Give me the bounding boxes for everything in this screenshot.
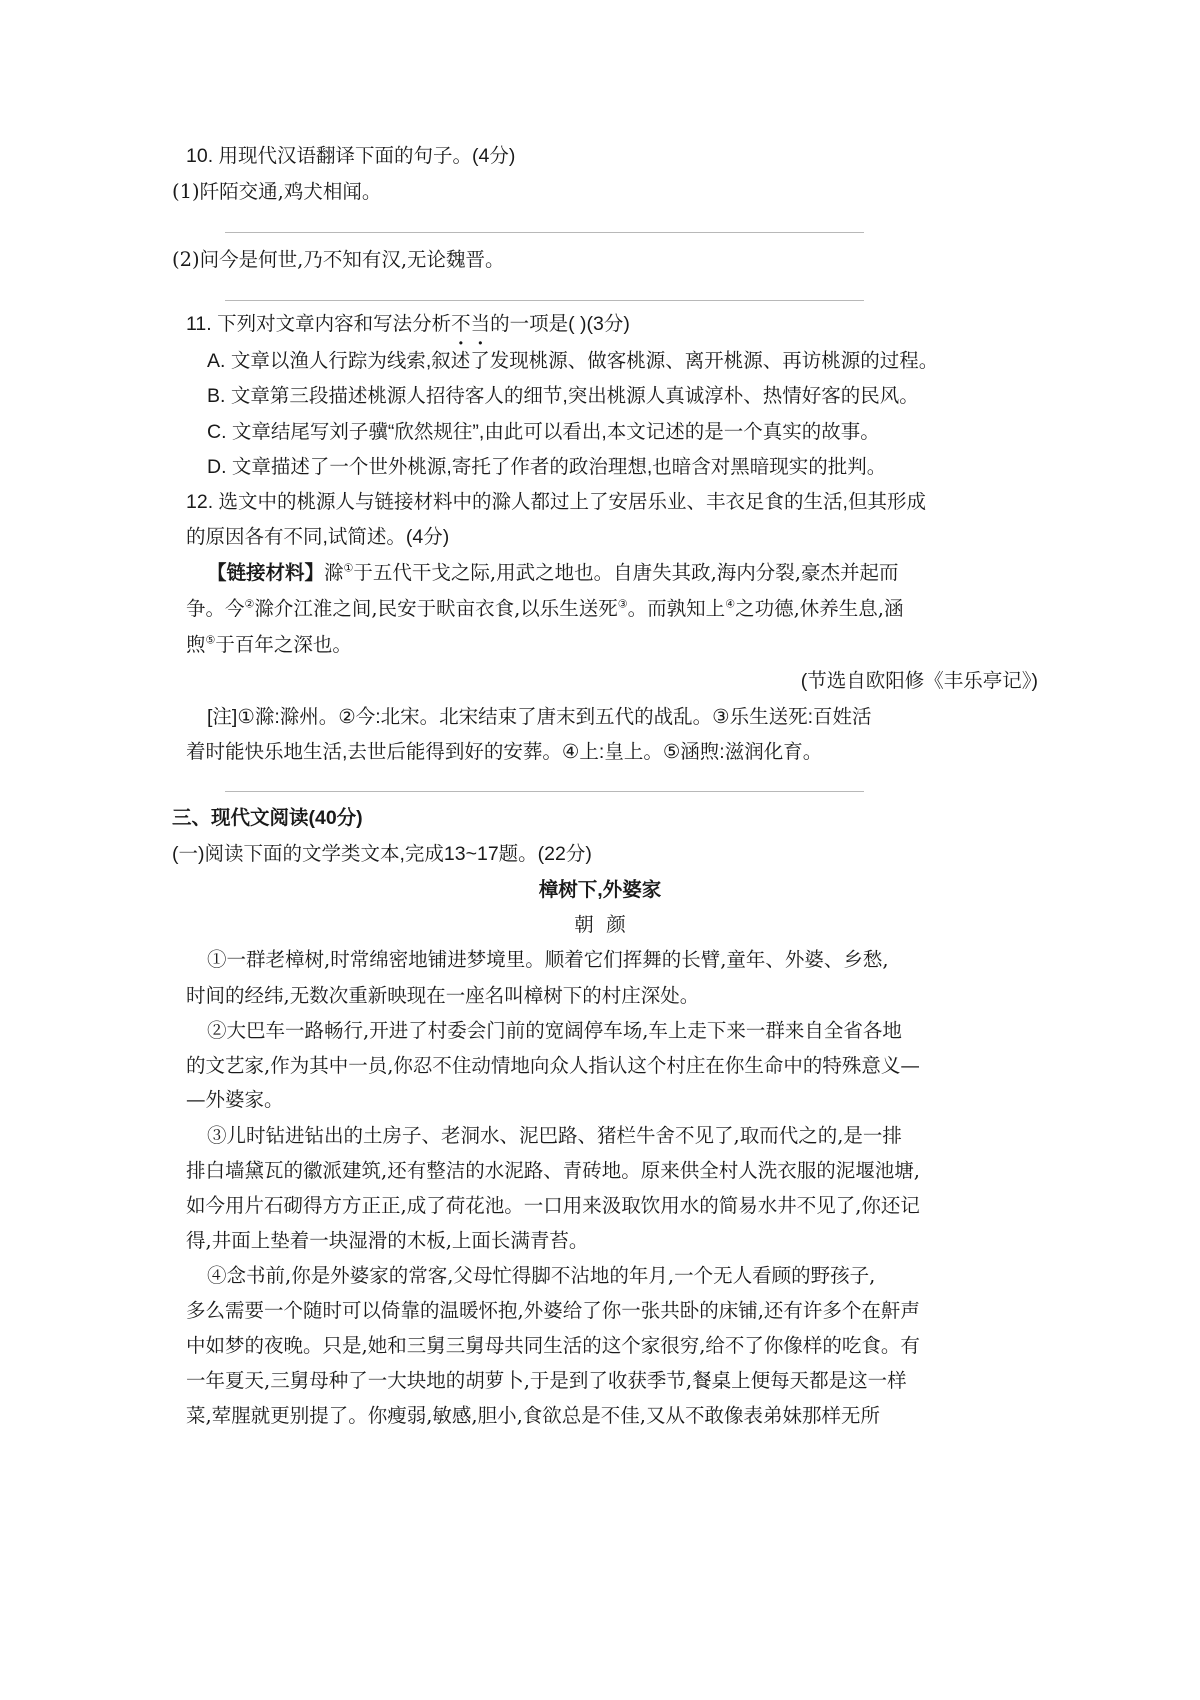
q12-line-2: 的原因各有不同,试简述。(4分) — [186, 526, 450, 548]
paragraph-4-line-5: 菜,荤腥就更别提了。你瘦弱,敏感,胆小,食欲总是不佳,又从不敢像表弟妹那样无所 — [186, 1404, 880, 1427]
paragraph-3-line-2: 排白墙黛瓦的徽派建筑,还有整洁的水泥路、青砖地。原来供全村人洗衣服的泥堰池塘, — [186, 1159, 920, 1182]
article-author: 朝 颜 — [574, 913, 626, 936]
link-text: 于百年之深也。 — [215, 633, 352, 656]
link-material-line-2 — [186, 597, 903, 621]
link-text: 滁 — [324, 561, 344, 584]
paragraph-3-line-3: 如今用片石砌得方方正正,成了荷花池。一口用来汲取饮用水的简易水井不见了,你还记 — [186, 1194, 920, 1217]
link-material-line-1 — [207, 561, 899, 585]
paragraph-2-line-2: 的文艺家,作为其中一员,你忍不住动情地向众人指认这个村庄在你生命中的特殊意义— — [186, 1054, 920, 1077]
q10-title: 10. 用现代汉语翻译下面的句子。(4分) — [186, 145, 516, 167]
link-text: 之功德,休养生息,涵 — [735, 597, 904, 620]
article-title: 樟树下,外婆家 — [538, 879, 662, 901]
q11-option-c: C. 文章结尾写刘子骥“欣然规往”,由此可以看出,本文记述的是一个真实的故事。 — [207, 421, 880, 443]
link-text: 。而孰知上 — [627, 597, 726, 620]
footnote-marker: ⑤ — [205, 633, 216, 647]
q11-option-a: A. 文章以渔人行踪为线索,叙述了发现桃源、做客桃源、离开桃源、再访桃源的过程。 — [207, 350, 939, 372]
paragraph-1-line-2: 时间的经纬,无数次重新映现在一座名叫樟树下的村庄深处。 — [186, 984, 700, 1007]
footnote-marker: ① — [343, 561, 354, 575]
footnote-marker: ④ — [725, 597, 736, 611]
q11-emphasis-char-2: 当 — [470, 313, 491, 335]
paragraph-2-line-3: —外婆家。 — [186, 1088, 284, 1111]
annotation-line-1: [注]①滁:滁州。②今:北宋。北宋结束了唐末到五代的战乱。③乐生送死:百姓活 — [207, 706, 872, 728]
footnote-marker: ③ — [617, 597, 628, 611]
q10-sentence-2: (2)问今是何世,乃不知有汉,无论魏晋。 — [172, 248, 505, 271]
paragraph-1-line-1: ①一群老樟树,时常绵密地铺进梦境里。顺着它们挥舞的长臂,童年、外婆、乡愁, — [207, 948, 889, 971]
q11-title — [186, 312, 630, 336]
section-instruction: (一)阅读下面的文学类文本,完成13~17题。(22分) — [172, 843, 592, 865]
q11-option-d: D. 文章描述了一个世外桃源,寄托了作者的政治理想,也暗含对黑暗现实的批判。 — [207, 456, 887, 478]
link-material-source: (节选自欧阳修《丰乐亭记》) — [800, 670, 1038, 692]
q12-line-1: 12. 选文中的桃源人与链接材料中的滁人都过上了安居乐业、丰衣足食的生活,但其形成 — [186, 491, 926, 513]
q11-title-part-a: 11. 下列对文章内容和写法分析 — [186, 313, 452, 335]
paragraph-3-line-1: ③儿时钻进钻出的土房子、老洞水、泥巴路、猪栏牛舍不见了,取而代之的,是一排 — [207, 1124, 902, 1147]
section-heading: 三、现代文阅读(40分) — [172, 807, 363, 829]
paragraph-3-line-4: 得,井面上垫着一块湿滑的木板,上面长满青苔。 — [186, 1229, 589, 1252]
answer-line-q10-1 — [225, 232, 864, 233]
paragraph-4-line-1: ④念书前,你是外婆家的常客,父母忙得脚不沾地的年月,一个无人看顾的野孩子, — [207, 1264, 876, 1287]
answer-line-q10-2 — [225, 300, 864, 301]
link-text: 于五代干戈之际,用武之地也。自唐失其政,海内分裂,豪杰并起而 — [353, 561, 899, 584]
annotation-line-2: 着时能快乐地生活,去世后能得到好的安葬。④上:皇上。⑤涵煦:滋润化育。 — [186, 741, 823, 763]
paragraph-4-line-4: 一年夏天,三舅母种了一大块地的胡萝卜,于是到了收获季节,餐桌上便每天都是这一样 — [186, 1369, 907, 1392]
footnote-marker: ② — [244, 597, 255, 611]
link-material-label: 【链接材料】 — [207, 562, 325, 584]
link-material-line-3 — [186, 633, 352, 657]
q10-sentence-1: (1)阡陌交通,鸡犬相闻。 — [172, 180, 382, 203]
link-text: 滁介江淮之间,民安于畎亩衣食,以乐生送死 — [254, 597, 618, 620]
link-text: 争。今 — [186, 597, 245, 620]
q11-option-b: B. 文章第三段描述桃源人招待客人的细节,突出桃源人真诚淳朴、热情好客的民风。 — [207, 385, 919, 407]
q11-title-part-b: 的一项是( )(3分) — [490, 313, 630, 335]
answer-line-q12 — [225, 791, 864, 792]
q11-emphasis-char-1: 不 — [451, 313, 471, 335]
paragraph-4-line-2: 多么需要一个随时可以倚靠的温暖怀抱,外婆给了你一张共卧的床铺,还有许多个在鼾声 — [186, 1299, 920, 1322]
link-text: 煦 — [186, 633, 206, 656]
paragraph-4-line-3: 中如梦的夜晚。只是,她和三舅三舅母共同生活的这个家很穷,给不了你像样的吃食。有 — [186, 1334, 920, 1357]
paragraph-2-line-1: ②大巴车一路畅行,开进了村委会门前的宽阔停车场,车上走下来一群来自全省各地 — [207, 1019, 902, 1042]
